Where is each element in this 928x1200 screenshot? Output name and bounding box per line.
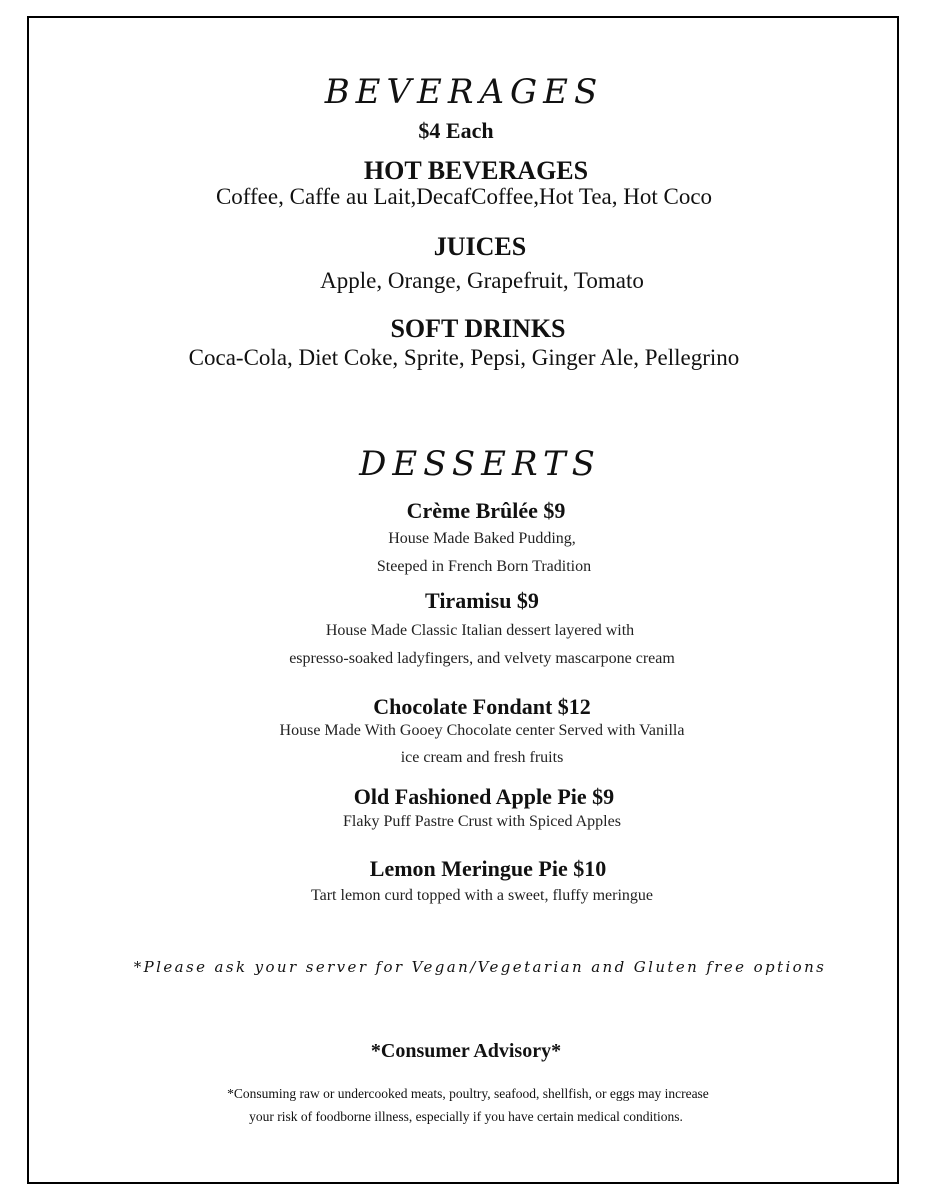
- hot-beverages-list: Coffee, Caffe au Lait,DecafCoffee,Hot Tea, Hot Coco: [215, 184, 713, 209]
- advisory-line: your risk of foodborne illness, especially if you have certain medical conditions.: [249, 1109, 683, 1124]
- dessert-description-line: Steeped in French Born Tradition: [376, 558, 592, 575]
- dessert-name: Old Fashioned Apple Pie $9: [353, 784, 615, 809]
- beverages-title: BEVERAGES: [324, 72, 604, 112]
- desserts-title: DESSERTS: [359, 444, 601, 484]
- dessert-name: Lemon Meringue Pie $10: [369, 856, 607, 881]
- dessert-description-line: Flaky Puff Pastre Crust with Spiced Apples: [343, 813, 621, 830]
- dessert-description-line: ice cream and fresh fruits: [400, 749, 564, 766]
- consumer-advisory-title: *Consumer Advisory*: [370, 1040, 562, 1062]
- dessert-description-line: espresso-soaked ladyfingers, and velvety mascarpone cream: [289, 650, 675, 667]
- dessert-name: Tiramisu $9: [425, 588, 539, 613]
- dessert-description-line: House Made Baked Pudding,: [388, 530, 576, 547]
- dessert-description-line: Tart lemon curd topped with a sweet, fluffy meringue: [310, 887, 654, 904]
- soft-drinks-header: SOFT DRINKS: [390, 314, 566, 343]
- dessert-name: Chocolate Fondant $12: [373, 694, 591, 719]
- juices-header: JUICES: [433, 232, 527, 261]
- beverages-price-note: $4 Each: [418, 118, 494, 143]
- advisory-line: *Consuming raw or undercooked meats, poultry, seafood, shellfish, or eggs may increase: [227, 1086, 709, 1101]
- dessert-description-line: House Made Classic Italian dessert layered with: [325, 622, 635, 639]
- dietary-options-note: *Please ask your server for Vegan/Vegetarian and Gluten free options: [133, 958, 827, 976]
- dessert-name: Crème Brûlée $9: [406, 498, 566, 523]
- dessert-description-line: House Made With Gooey Chocolate center Served with Vanilla: [279, 722, 685, 739]
- juices-list: Apple, Orange, Grapefruit, Tomato: [320, 268, 644, 293]
- soft-drinks-list: Coca-Cola, Diet Coke, Sprite, Pepsi, Ginger Ale, Pellegrino: [188, 345, 740, 370]
- hot-beverages-header: HOT BEVERAGES: [363, 156, 589, 185]
